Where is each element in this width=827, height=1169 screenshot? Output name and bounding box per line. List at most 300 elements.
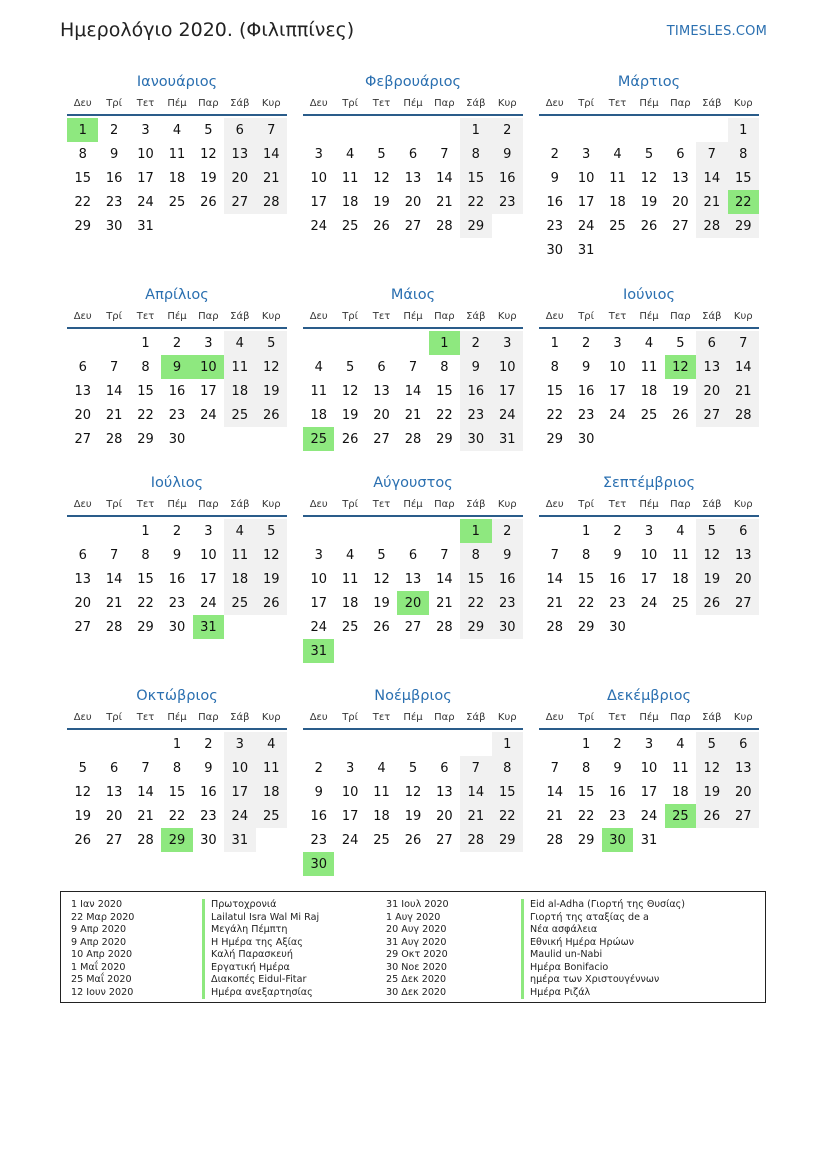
day-cell: 15 xyxy=(728,166,759,190)
day-cell: 2 xyxy=(581,335,591,351)
empty-cell xyxy=(303,519,334,543)
day-cell: 22 xyxy=(74,194,91,210)
day-cell: 1 xyxy=(550,335,559,351)
day-cell: 6 xyxy=(224,118,255,142)
day-cell: 16 xyxy=(609,571,626,587)
day-cell: 6 xyxy=(408,547,418,563)
day-cell: 12 xyxy=(256,355,287,379)
day-cell: 14 xyxy=(546,784,563,800)
day-cell: 19 xyxy=(256,567,287,591)
day-cell: 8 xyxy=(460,142,491,166)
holiday-date: 30 Νοε 2020 xyxy=(386,961,447,973)
empty-cell xyxy=(665,118,696,142)
weekday-label: Σάβ xyxy=(230,310,250,322)
weekday-header xyxy=(539,706,759,730)
weekday-header xyxy=(539,305,759,329)
holiday-date: 30 Δεκ 2020 xyxy=(386,986,447,998)
day-cell: 24 xyxy=(341,832,359,848)
weekday-label: Τετ xyxy=(608,97,627,109)
weekday-label: Σάβ xyxy=(230,711,250,723)
day-cell: 22 xyxy=(168,808,186,824)
day-cell: 8 xyxy=(550,359,559,375)
day-cell: 8 xyxy=(492,756,523,780)
day-cell: 30 xyxy=(168,619,186,635)
day-cell: 9 xyxy=(161,355,192,379)
day-cell: 29 xyxy=(460,615,491,639)
day-cell: 12 xyxy=(404,784,422,800)
brand-link[interactable]: TIMESLES.COM xyxy=(666,24,767,39)
day-cell: 14 xyxy=(404,383,422,399)
weekday-header xyxy=(67,706,287,730)
day-cell: 26 xyxy=(200,194,217,210)
weekday-label: Τετ xyxy=(372,310,391,322)
weekday-label: Τετ xyxy=(608,711,627,723)
day-cell: 1 xyxy=(581,523,591,539)
day-cell: 3 xyxy=(644,523,654,539)
day-cell: 21 xyxy=(105,407,123,423)
weekday-header xyxy=(539,92,759,116)
weekday-label: Κυρ xyxy=(733,498,753,510)
day-cell: 18 xyxy=(672,571,689,587)
day-cell: 9 xyxy=(492,543,523,567)
day-cell: 13 xyxy=(436,784,453,800)
day-cell: 23 xyxy=(460,403,491,427)
weekday-label: Σάβ xyxy=(230,97,250,109)
weekday-label: Παρ xyxy=(670,711,691,723)
day-cell: 20 xyxy=(74,407,91,423)
weekday-label: Κυρ xyxy=(733,310,753,322)
holiday-date: 1 Μαΐ 2020 xyxy=(71,961,126,973)
day-cell: 31 xyxy=(577,242,595,258)
weekday-label: Πέμ xyxy=(639,498,659,510)
day-cell: 12 xyxy=(373,571,390,587)
weekday-header xyxy=(303,305,523,329)
day-cell: 19 xyxy=(373,595,390,611)
day-cell: 17 xyxy=(577,194,595,210)
empty-cell xyxy=(397,732,428,756)
weekday-label: Τρί xyxy=(106,310,123,322)
weekday-header xyxy=(67,305,287,329)
day-cell: 12 xyxy=(696,543,727,567)
empty-cell xyxy=(397,331,428,355)
day-cell: 30 xyxy=(492,615,523,639)
weekday-label: Παρ xyxy=(434,711,455,723)
day-cell: 17 xyxy=(200,571,217,587)
day-cell: 15 xyxy=(137,383,154,399)
month-name: Αύγουστος xyxy=(373,475,453,491)
day-cell: 16 xyxy=(168,571,186,587)
day-cell: 14 xyxy=(436,571,453,587)
day-cell: 6 xyxy=(78,359,87,375)
day-cell: 2 xyxy=(172,335,182,351)
weekday-header xyxy=(303,706,523,730)
holiday-name: Η Ημέρα της Αξίας xyxy=(202,937,319,950)
day-cell: 4 xyxy=(676,523,685,539)
day-cell: 20 xyxy=(728,567,759,591)
weekday-label: Τετ xyxy=(608,498,627,510)
day-cell: 16 xyxy=(609,784,626,800)
day-cell: 4 xyxy=(256,732,287,756)
weekday-label: Παρ xyxy=(198,711,219,723)
weekday-label: Τρί xyxy=(342,97,359,109)
day-cell: 19 xyxy=(696,567,727,591)
day-cell: 10 xyxy=(577,170,595,186)
weekday-label: Σάβ xyxy=(466,498,486,510)
month-name: Νοέμβριος xyxy=(374,688,452,704)
day-cell: 19 xyxy=(404,808,422,824)
day-cell: 5 xyxy=(408,760,418,776)
day-cell: 4 xyxy=(314,359,323,375)
day-cell: 4 xyxy=(613,146,622,162)
day-cell: 3 xyxy=(224,732,255,756)
day-cell: 14 xyxy=(137,784,154,800)
day-cell: 11 xyxy=(341,571,359,587)
month-name: Μάιος xyxy=(390,287,436,303)
weekday-label: Τετ xyxy=(608,310,627,322)
weekday-label: Παρ xyxy=(670,310,691,322)
day-cell: 24 xyxy=(640,808,658,824)
weekday-label: Σάβ xyxy=(466,310,486,322)
day-cell: 29 xyxy=(577,619,595,635)
weekday-label: Δευ xyxy=(545,711,564,723)
day-cell: 30 xyxy=(577,431,595,447)
day-cell: 25 xyxy=(224,591,255,615)
day-cell: 27 xyxy=(404,218,422,234)
day-cell: 17 xyxy=(310,194,327,210)
weekday-label: Τετ xyxy=(136,498,155,510)
day-cell: 30 xyxy=(168,431,186,447)
day-cell: 12 xyxy=(200,146,217,162)
day-cell: 6 xyxy=(109,760,119,776)
day-cell: 7 xyxy=(408,359,418,375)
month-name: Απρίλιος xyxy=(145,287,209,303)
day-grid xyxy=(303,118,523,238)
day-cell: 5 xyxy=(256,331,287,355)
day-cell: 22 xyxy=(728,190,759,214)
weekday-label: Παρ xyxy=(434,310,455,322)
day-cell: 11 xyxy=(373,784,390,800)
day-cell: 15 xyxy=(492,780,523,804)
empty-cell xyxy=(98,331,129,355)
day-cell: 2 xyxy=(613,736,622,752)
day-cell: 22 xyxy=(492,804,523,828)
day-cell: 21 xyxy=(696,190,727,214)
weekday-label: Τετ xyxy=(136,97,155,109)
holiday-date: 1 Ιαν 2020 xyxy=(71,899,123,910)
holiday-date: 31 Ιουλ 2020 xyxy=(386,899,449,910)
holiday-name: Maulid un-Nabi xyxy=(521,949,685,962)
day-cell: 5 xyxy=(696,732,727,756)
empty-cell xyxy=(67,331,98,355)
day-cell: 1 xyxy=(172,736,182,752)
day-cell: 7 xyxy=(460,756,491,780)
weekday-label: Κυρ xyxy=(733,97,753,109)
day-cell: 23 xyxy=(200,808,217,824)
day-cell: 21 xyxy=(436,194,453,210)
holiday-dates-col-1 xyxy=(71,899,134,999)
day-cell: 19 xyxy=(74,808,91,824)
day-cell: 30 xyxy=(303,852,334,876)
weekday-label: Τετ xyxy=(372,711,391,723)
empty-cell xyxy=(570,118,601,142)
day-cell: 25 xyxy=(168,194,186,210)
day-cell: 11 xyxy=(341,170,359,186)
day-cell: 29 xyxy=(74,218,91,234)
day-cell: 20 xyxy=(404,194,422,210)
day-cell: 11 xyxy=(672,760,689,776)
day-cell: 3 xyxy=(204,523,213,539)
day-cell: 18 xyxy=(640,383,658,399)
day-cell: 29 xyxy=(728,214,759,238)
day-cell: 26 xyxy=(341,431,359,447)
day-cell: 24 xyxy=(492,403,523,427)
day-cell: 13 xyxy=(404,170,422,186)
empty-cell xyxy=(67,519,98,543)
day-cell: 15 xyxy=(460,567,491,591)
day-cell: 6 xyxy=(728,732,759,756)
holidays-list xyxy=(60,891,766,1003)
day-cell: 15 xyxy=(137,571,154,587)
day-cell: 20 xyxy=(728,780,759,804)
day-cell: 18 xyxy=(310,407,327,423)
day-cell: 24 xyxy=(200,595,217,611)
day-cell: 21 xyxy=(546,808,563,824)
day-cell: 14 xyxy=(256,142,287,166)
weekday-label: Κυρ xyxy=(497,310,517,322)
day-cell: 17 xyxy=(609,383,626,399)
weekday-label: Δευ xyxy=(545,310,564,322)
weekday-label: Παρ xyxy=(670,97,691,109)
day-cell: 11 xyxy=(224,543,255,567)
holiday-name: Ημέρα ανεξαρτησίας xyxy=(202,987,319,1000)
day-cell: 28 xyxy=(404,431,422,447)
day-cell: 5 xyxy=(696,519,727,543)
weekday-label: Παρ xyxy=(434,498,455,510)
holiday-date: 1 Αυγ 2020 xyxy=(386,911,441,923)
day-cell: 10 xyxy=(310,571,327,587)
weekday-label: Τετ xyxy=(372,97,391,109)
day-cell: 24 xyxy=(577,218,595,234)
day-cell: 9 xyxy=(550,170,559,186)
month-block xyxy=(539,473,759,639)
weekday-label: Κυρ xyxy=(497,711,517,723)
weekday-header xyxy=(67,92,287,116)
day-cell: 6 xyxy=(377,359,386,375)
day-cell: 9 xyxy=(109,146,119,162)
weekday-label: Πέμ xyxy=(639,97,659,109)
day-cell: 10 xyxy=(640,760,658,776)
day-cell: 16 xyxy=(577,383,595,399)
empty-cell xyxy=(539,118,570,142)
day-cell: 16 xyxy=(492,567,523,591)
empty-cell xyxy=(334,732,365,756)
day-cell: 2 xyxy=(613,523,622,539)
weekday-label: Κυρ xyxy=(261,498,281,510)
day-cell: 29 xyxy=(492,828,523,852)
day-cell: 27 xyxy=(74,431,91,447)
weekday-label: Κυρ xyxy=(497,498,517,510)
empty-cell xyxy=(366,118,397,142)
day-cell: 24 xyxy=(609,407,626,423)
day-cell: 19 xyxy=(672,383,689,399)
day-cell: 8 xyxy=(460,543,491,567)
day-cell: 2 xyxy=(492,118,523,142)
day-grid xyxy=(67,118,287,238)
empty-cell xyxy=(539,732,570,756)
day-cell: 23 xyxy=(492,591,523,615)
day-cell: 11 xyxy=(310,383,327,399)
day-cell: 16 xyxy=(460,379,491,403)
month-block xyxy=(303,686,523,876)
day-cell: 19 xyxy=(373,194,390,210)
day-cell: 20 xyxy=(436,808,453,824)
day-cell: 25 xyxy=(341,218,359,234)
weekday-label: Παρ xyxy=(198,97,219,109)
month-block xyxy=(303,285,523,451)
day-cell: 8 xyxy=(581,547,591,563)
day-cell: 9 xyxy=(460,355,491,379)
day-cell: 25 xyxy=(373,832,390,848)
weekday-label: Πέμ xyxy=(167,711,187,723)
weekday-label: Παρ xyxy=(198,498,219,510)
day-cell: 24 xyxy=(200,407,217,423)
month-block xyxy=(303,72,523,238)
day-cell: 5 xyxy=(345,359,355,375)
day-cell: 23 xyxy=(492,190,523,214)
weekday-label: Δευ xyxy=(309,711,328,723)
day-cell: 28 xyxy=(696,214,727,238)
day-grid xyxy=(67,331,287,451)
empty-cell xyxy=(429,732,460,756)
day-cell: 7 xyxy=(550,760,559,776)
day-cell: 28 xyxy=(546,832,563,848)
day-cell: 30 xyxy=(460,427,491,451)
day-cell: 1 xyxy=(492,732,523,756)
day-cell: 6 xyxy=(676,146,685,162)
day-cell: 29 xyxy=(546,431,563,447)
day-cell: 9 xyxy=(613,547,622,563)
day-cell: 20 xyxy=(224,166,255,190)
weekday-label: Πέμ xyxy=(639,711,659,723)
empty-cell xyxy=(602,118,633,142)
day-cell: 20 xyxy=(105,808,123,824)
day-grid xyxy=(303,519,523,663)
page-title: Ημερολόγιο 2020. (Φιλιππίνες) xyxy=(60,19,355,41)
day-cell: 1 xyxy=(728,118,759,142)
day-cell: 4 xyxy=(377,760,386,776)
day-cell: 13 xyxy=(404,571,422,587)
day-cell: 14 xyxy=(728,355,759,379)
day-cell: 25 xyxy=(341,619,359,635)
day-cell: 20 xyxy=(74,595,91,611)
day-cell: 25 xyxy=(609,218,626,234)
day-cell: 21 xyxy=(256,166,287,190)
day-cell: 13 xyxy=(728,543,759,567)
day-cell: 20 xyxy=(696,379,727,403)
weekday-label: Δευ xyxy=(73,498,92,510)
day-cell: 11 xyxy=(168,146,186,162)
day-cell: 21 xyxy=(137,808,154,824)
day-cell: 20 xyxy=(373,407,390,423)
day-cell: 5 xyxy=(377,547,386,563)
day-cell: 11 xyxy=(672,547,689,563)
holiday-date: 25 Δεκ 2020 xyxy=(386,974,447,985)
day-cell: 9 xyxy=(314,784,323,800)
day-cell: 13 xyxy=(373,383,390,399)
day-cell: 7 xyxy=(440,146,449,162)
day-cell: 17 xyxy=(200,383,217,399)
day-cell: 4 xyxy=(172,122,182,138)
day-cell: 23 xyxy=(609,595,626,611)
day-cell: 28 xyxy=(728,403,759,427)
weekday-label: Πέμ xyxy=(403,498,423,510)
day-cell: 27 xyxy=(404,619,422,635)
day-cell: 18 xyxy=(168,170,186,186)
day-cell: 31 xyxy=(137,218,154,234)
empty-cell xyxy=(303,732,334,756)
weekday-label: Τρί xyxy=(106,711,123,723)
day-cell: 12 xyxy=(665,355,696,379)
day-cell: 2 xyxy=(109,122,119,138)
day-cell: 14 xyxy=(105,383,123,399)
day-cell: 16 xyxy=(105,170,123,186)
day-cell: 22 xyxy=(577,595,595,611)
day-cell: 12 xyxy=(256,543,287,567)
weekday-label: Δευ xyxy=(545,498,564,510)
day-cell: 6 xyxy=(78,547,87,563)
weekday-header xyxy=(67,493,287,517)
empty-cell xyxy=(98,519,129,543)
day-cell: 27 xyxy=(224,190,255,214)
day-cell: 7 xyxy=(728,331,759,355)
day-cell: 23 xyxy=(609,808,626,824)
day-cell: 13 xyxy=(696,355,727,379)
empty-cell xyxy=(366,331,397,355)
day-cell: 10 xyxy=(200,547,217,563)
day-cell: 13 xyxy=(74,383,91,399)
month-block xyxy=(67,285,287,451)
day-cell: 10 xyxy=(310,170,327,186)
day-cell: 6 xyxy=(408,146,418,162)
day-cell: 31 xyxy=(640,832,658,848)
day-cell: 12 xyxy=(640,170,658,186)
day-cell: 10 xyxy=(640,547,658,563)
day-cell: 24 xyxy=(310,619,327,635)
day-cell: 21 xyxy=(105,595,123,611)
day-cell: 31 xyxy=(303,639,334,663)
day-cell: 4 xyxy=(676,736,685,752)
day-cell: 14 xyxy=(696,166,727,190)
holiday-name: Eid al-Adha (Γιορτή της Θυσίας) xyxy=(521,899,685,912)
weekday-label: Πέμ xyxy=(403,310,423,322)
empty-cell xyxy=(460,732,491,756)
weekday-label: Κυρ xyxy=(261,310,281,322)
day-cell: 27 xyxy=(696,403,727,427)
day-cell: 5 xyxy=(78,760,87,776)
day-cell: 28 xyxy=(460,828,491,852)
month-block xyxy=(67,473,287,639)
weekday-label: Σάβ xyxy=(466,97,486,109)
holiday-name: Γιορτή της αταξίας de a xyxy=(521,912,685,925)
day-cell: 24 xyxy=(640,595,658,611)
day-grid xyxy=(67,732,287,852)
day-cell: 11 xyxy=(640,359,658,375)
day-cell: 2 xyxy=(550,146,559,162)
day-cell: 7 xyxy=(696,142,727,166)
holiday-name: Καλή Παρασκευή xyxy=(202,949,319,962)
day-cell: 10 xyxy=(492,355,523,379)
day-cell: 28 xyxy=(105,619,123,635)
